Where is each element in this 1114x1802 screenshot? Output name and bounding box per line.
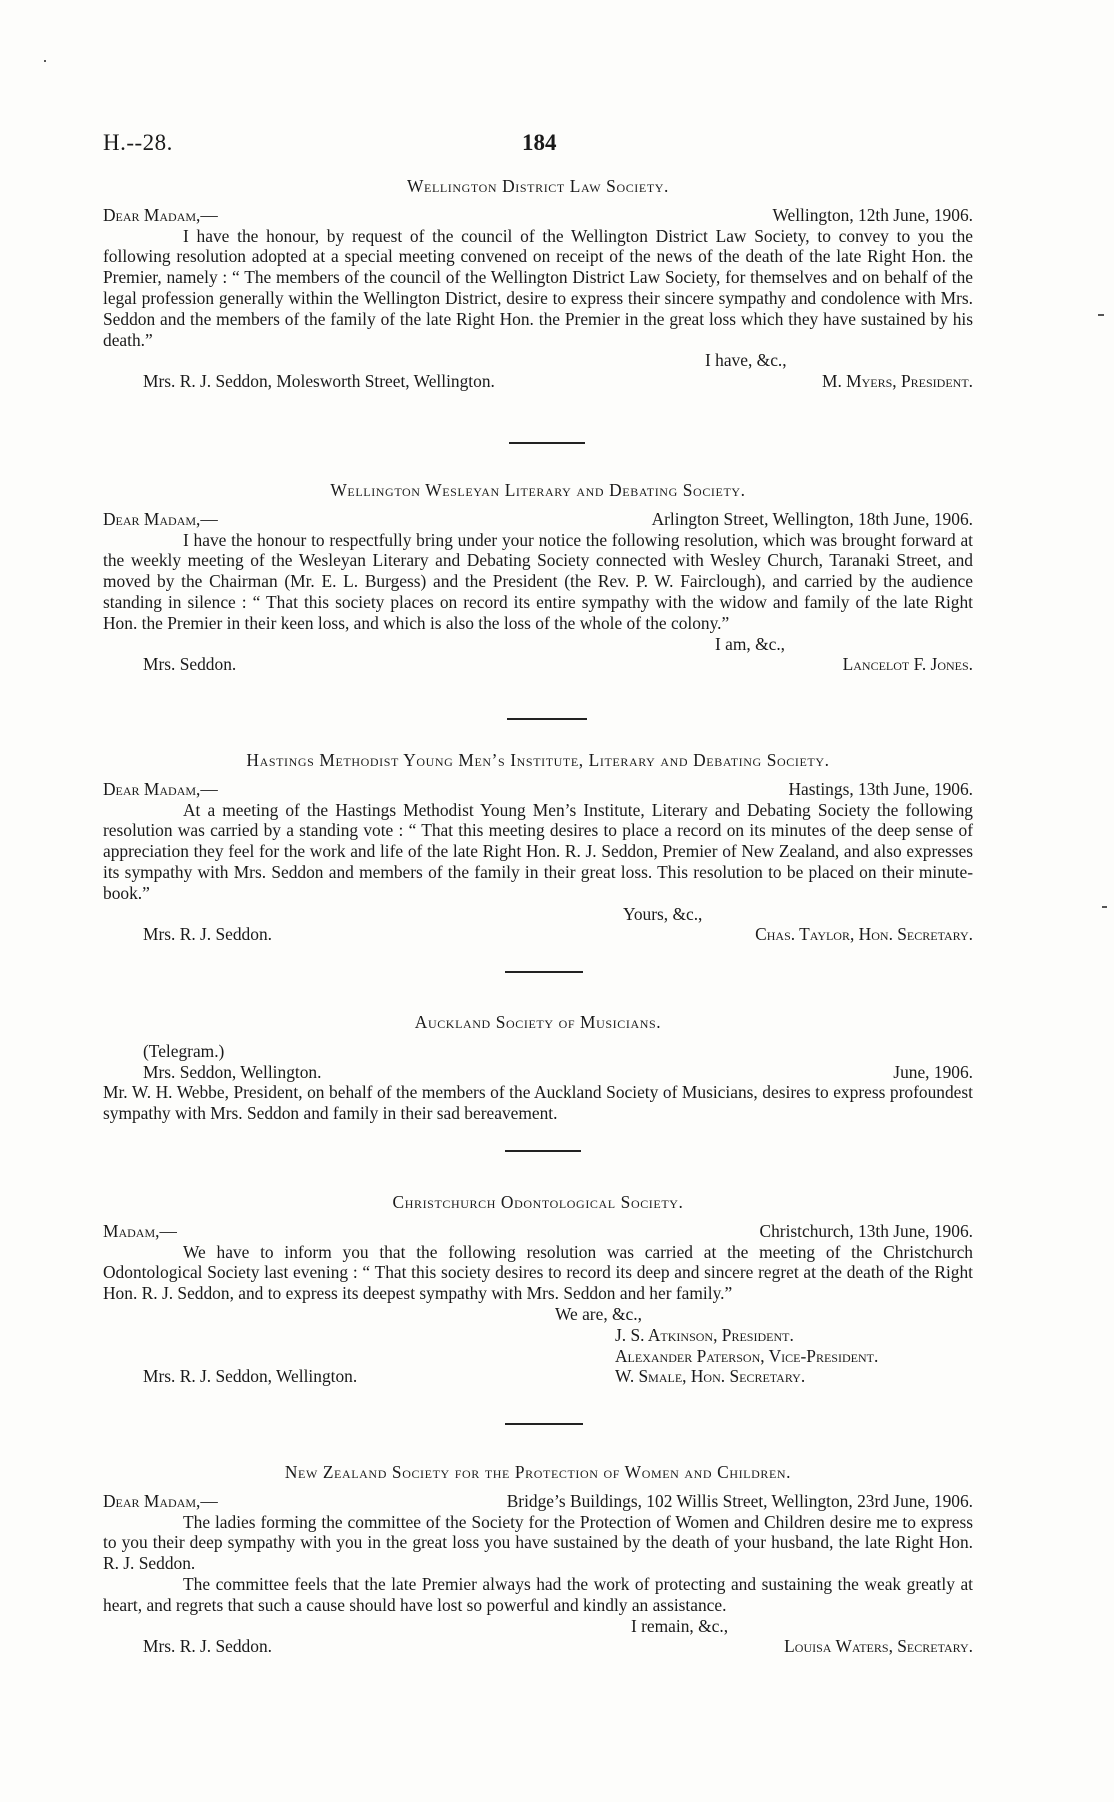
closing: We are, &c.,: [555, 1303, 642, 1324]
closing: I am, &c.,: [715, 633, 786, 654]
section-divider: [505, 1150, 581, 1152]
salutation: Dear Madam,—: [103, 508, 218, 529]
letter-wesleyan-society: [103, 480, 973, 675]
addressee: Mrs. R. J. Seddon.: [143, 1636, 272, 1657]
dateline: Arlington Street, Wellington, 18th June, 1906.: [651, 508, 973, 529]
letter-paragraph: I have the honour to respectfully bring under your notice the following resolution, which was brought forward at the weekly meeting of the Wesleyan Literary and Debating Society connected with Wesley Church, Taranaki Street, and moved by the Chairman (Mr. E. L. Burgess) and the President (the Rev. P. W. Fairclough), and carried by the audience standing in silence : “ That this society places on record its entire sympathy with the widow and family of the late Right Hon. the Premier in their keen loss, and which is also the loss of the whole of the colony.”: [103, 529, 973, 633]
addressee: Mrs. R. J. Seddon, Molesworth Street, Wellington.: [143, 371, 495, 392]
dateline: Wellington, 12th June, 1906.: [772, 204, 973, 225]
signature: W. Smale, Hon. Secretary.: [615, 1366, 806, 1387]
closing: I have, &c.,: [705, 350, 787, 371]
telegram-note: (Telegram.): [143, 1040, 225, 1061]
letter-paragraph: We have to inform you that the following resolution was carried at the meeting of the Christchurch Odontological Society last evening : “ That this society desires to record its deep and sincere regret at the death of the Right Hon. R. J. Seddon, and to express its deepest sympathy with Mrs. Seddon and her family.”: [103, 1241, 973, 1304]
salutation: Madam,—: [103, 1220, 177, 1241]
letter-title: Christchurch Odontological Society.: [392, 1192, 684, 1212]
letter-title: Wellington District Law Society.: [407, 176, 669, 196]
recipient: Mrs. Seddon, Wellington.: [143, 1061, 322, 1082]
letter-paragraph: The ladies forming the committee of the Society for the Protection of Women and Children desire me to express to you their deep sympathy with you in the great loss you have sustained by the death of your husband, the late Right Hon. R. J. Seddon.: [103, 1511, 973, 1574]
section-divider: [505, 971, 583, 973]
dateline: Christchurch, 13th June, 1906.: [759, 1220, 973, 1241]
letter-paragraph: I have the honour, by request of the council of the Wellington District Law Society, to convey to you the following resolution adopted at a special meeting convened on receipt of the news of the death of the late Right Hon. the Premier, namely : “ The members of the council of the Wellington District Law Society, for themselves and on behalf of the legal profession generally within the Wellington District, desire to express their sincere sympathy and condolence with Mrs. Seddon and the members of the family of the late Right Hon. the Premier in the great loss which they have sustained by his death.”: [103, 225, 973, 350]
letter-paragraph: Mr. W. H. Webbe, President, on behalf of the members of the Auckland Society of Musicians, desires to express profoundest sympathy with Mrs. Seddon and family in their sad bereavement.: [103, 1082, 973, 1124]
letter-title: Auckland Society of Musicians.: [414, 1012, 662, 1032]
signature: Louisa Waters, Secretary.: [784, 1636, 973, 1657]
dateline: Bridge’s Buildings, 102 Willis Street, Wellington, 23rd June, 1906.: [506, 1490, 973, 1511]
letter-title: Wellington Wesleyan Literary and Debating Society.: [330, 480, 746, 500]
addressee: Mrs. Seddon.: [143, 654, 237, 675]
scan-speck: [1098, 314, 1104, 316]
section-divider: [507, 718, 587, 720]
scan-speck: [1102, 906, 1107, 908]
signature: M. Myers, President.: [821, 371, 973, 392]
document-reference: H.--28.: [103, 130, 173, 155]
letter-protection-women-children: [103, 1462, 973, 1657]
addressee: Mrs. R. J. Seddon.: [143, 924, 272, 945]
section-divider: [505, 1423, 583, 1425]
signature: J. S. Atkinson, President.: [615, 1324, 794, 1345]
letter-paragraph: At a meeting of the Hastings Methodist Young Men’s Institute, Literary and Debating Society the following resolution was carried by a standing vote : “ That this meeting desires to place a record on its minutes of the deep sense of appreciation they feel for the work and life of the late Right Hon. R. J. Seddon, Premier of New Zealand, and also expresses its sympathy with Mrs. Seddon and members of the family in their great loss. This resolution to be placed on their minute-book.”: [103, 799, 973, 903]
signature: Alexander Paterson, Vice-President.: [615, 1345, 879, 1366]
dateline: Hastings, 13th June, 1906.: [788, 778, 973, 799]
letter-wellington-law-society: [103, 176, 973, 392]
closing: I remain, &c.,: [631, 1615, 729, 1636]
addressee: Mrs. R. J. Seddon, Wellington.: [143, 1366, 358, 1387]
signature: Lancelot F. Jones.: [842, 654, 973, 675]
letter-christchurch-odontological: [103, 1192, 973, 1387]
letter-title: Hastings Methodist Young Men’s Institute, Literary and Debating Society.: [246, 750, 830, 770]
salutation: Dear Madam,—: [103, 204, 218, 225]
salutation: Dear Madam,—: [103, 778, 218, 799]
signature: Chas. Taylor, Hon. Secretary.: [755, 924, 973, 945]
dateline: June, 1906.: [893, 1061, 973, 1082]
closing: Yours, &c.,: [623, 903, 703, 924]
letter-paragraph: The committee feels that the late Premier always had the work of protecting and sustaining the weak greatly at heart, and regrets that such a cause should have lost so powerful and kindly an assistance.: [103, 1573, 973, 1615]
letter-title: New Zealand Society for the Protection of Women and Children.: [284, 1462, 792, 1482]
salutation: Dear Madam,—: [103, 1490, 218, 1511]
letter-hastings-institute: [103, 750, 973, 945]
letter-auckland-musicians: [103, 1012, 973, 1124]
section-divider: [509, 442, 585, 444]
scan-speck: [44, 60, 46, 62]
page-number: 184: [522, 130, 557, 155]
